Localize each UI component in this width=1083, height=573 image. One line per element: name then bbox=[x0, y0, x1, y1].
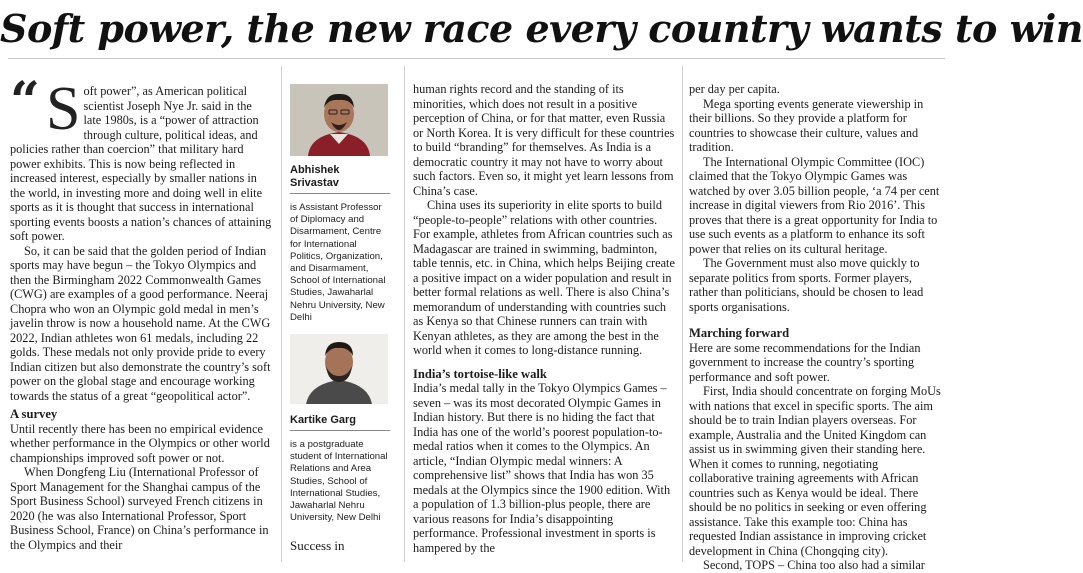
column-divider bbox=[404, 66, 405, 562]
author-bio: is a postgraduate student of International Relations and Area Studies, School of International Studies, Jawaharlal Nehru University, New Delhi bbox=[290, 439, 388, 524]
article-column-3 bbox=[413, 82, 675, 555]
paragraph: oft power”, as American political scientist Joseph Nye Jr. said in the late 1980s, is a “power of attraction through culture, political ideas, and policies rather than coercion” that military hard power exhibits. This is now being reflected in increased interest, especially by smaller nations in the world, in investing more and doing well in elite sports as it is thought that success in international sporting events boosts a nation’s chances of attaining soft power. bbox=[10, 84, 272, 243]
paragraph: Second, TOPS – China too also had a similar bbox=[703, 558, 925, 572]
article-column-4 bbox=[689, 82, 941, 573]
paragraph: The Government must also move quickly to separate politics from sports. Former players, rather than politicians, should be chosen to lead sports organisations. bbox=[689, 256, 924, 314]
opening-quote-mark: “ bbox=[10, 71, 40, 132]
paragraph: So, it can be said that the golden period of Indian sports may have begun – the Tokyo Olympics and then the Birmingham 2022 Commonwealth Games (CWG) are examples of a good performance. Neeraj Chopra who won an Olympic gold medal in men’s javelin throw is now a household name. At the CWG 2022, Indian athletes won 61 medals, including 22 golds. These medals not only provide pride to every Indian citizen but also demonstrate the country’s soft power on the global stage and encourage working towards the status of a great “geopolitical actor”. bbox=[10, 243, 271, 403]
paragraph: Here are some recommendations for the Indian government to increase the country’s sporting performance and soft power. bbox=[689, 340, 921, 384]
paragraph: First, India should concentrate on forging MoUs with nations that excel in specific sports. The aim should be to train Indian players overseas. For example, Australia and the United Kingdom can assist us in swimming given their standing here. When it comes to running, negotiating collaborative training agreements with African countries such as Kenya would be ideal. There should be no politics in seeking or even offering assistance. Take this example too: China has requested Indian assistance in improving cricket development in China (Chongqing city). bbox=[689, 384, 941, 558]
author-photo-abhishek bbox=[290, 84, 388, 156]
headline-rule bbox=[8, 58, 945, 59]
paragraph: The International Olympic Committee (IOC) claimed that the Tokyo Olympic Games was watched by over 3.05 billion people, ‘a 74 per cent increase in digital viewers from Rio 2016’. This proves that there is a great opportunity for India to use such events as a platform to enhance its soft power that relies on its cultural heritage. bbox=[689, 154, 940, 256]
article-column-1 bbox=[10, 71, 272, 552]
author-bio: is Assistant Professor of Diplomacy and Disarmament, Centre for International Politics, Organization, and Disarmament, School of International Studies, Jawaharlal Nehru University, New Delhi bbox=[290, 202, 386, 323]
section-heading-tortoise: India’s tortoise-like walk bbox=[413, 366, 547, 381]
author-photo bbox=[290, 334, 388, 406]
article-opening bbox=[10, 71, 272, 244]
paragraph: human rights record and the standing of its minorities, which does not result in a positive perception of China, or for that matter, even Russia or North Korea. It is very difficult for these countries to build “branding” for themselves. As India is a democratic country it may not have to worry about such factors. Even so, it might yet learn lessons from China’s case. bbox=[413, 82, 675, 198]
author-photo bbox=[290, 84, 388, 156]
paragraph: When Dongfeng Liu (International Professor of Sport Management for the Shanghai campus of the Sport Business School) surveyed French citizens in 2020 (he was also International Professor, Sport Business School, France) on China’s performance in the Olympics and their bbox=[10, 465, 269, 552]
paragraph: China uses its superiority in elite sports to build “people-to-people” relations with other countries. For example, athletes from African countries such as Madagascar are trained in swimming, badminton, table tennis, etc. in China, which helps Beijing create a positive impact on a wider population and result in better formal relations as well. There is also China’s memorandum of understanding with countries such as Kenya so that Chinese runners can train with Kenyan athletes, as they are among the best in the world when it comes to long-distance running. bbox=[413, 198, 675, 357]
column-divider bbox=[281, 66, 282, 562]
paragraph: Until recently there has been no empirical evidence whether performance in the Olympics or other world championships improved soft power or not. bbox=[10, 421, 270, 465]
paragraph: per day per capita. bbox=[689, 82, 780, 96]
paragraph: Mega sporting events generate viewership in their billions. So they provide a platform for countries to showcase their culture, values and tradition. bbox=[689, 96, 924, 154]
drop-cap: S bbox=[46, 75, 81, 143]
teaser-text: Success in bbox=[290, 538, 345, 554]
column-divider bbox=[682, 66, 683, 562]
author-column bbox=[290, 84, 390, 554]
section-heading-survey: A survey bbox=[10, 407, 58, 421]
author-name: Abhishek Srivastav bbox=[290, 164, 390, 194]
headline: Soft power, the new race every country wants to win bbox=[0, 6, 1083, 51]
author-photo-kartike bbox=[290, 334, 388, 404]
author-name: Kartike Garg bbox=[290, 414, 390, 431]
paragraph: India’s medal tally in the Tokyo Olympics Games – seven – was its most decorated Olympic Games in Indian history. But there is no hiding the fact that India has one of the world’s poorest population-to-medal ratios when it comes to the Olympics. An article, “Indian Olympic medal winners: A comprehensive list” shows that India has won 35 medals at the Olympics since the 1900 edition. With a population of 1.3 billion-plus people, there are various reasons for India’s disappointing performance. Professional investment in sports is hampered by the bbox=[413, 381, 671, 555]
section-heading-marching: Marching forward bbox=[689, 326, 790, 340]
